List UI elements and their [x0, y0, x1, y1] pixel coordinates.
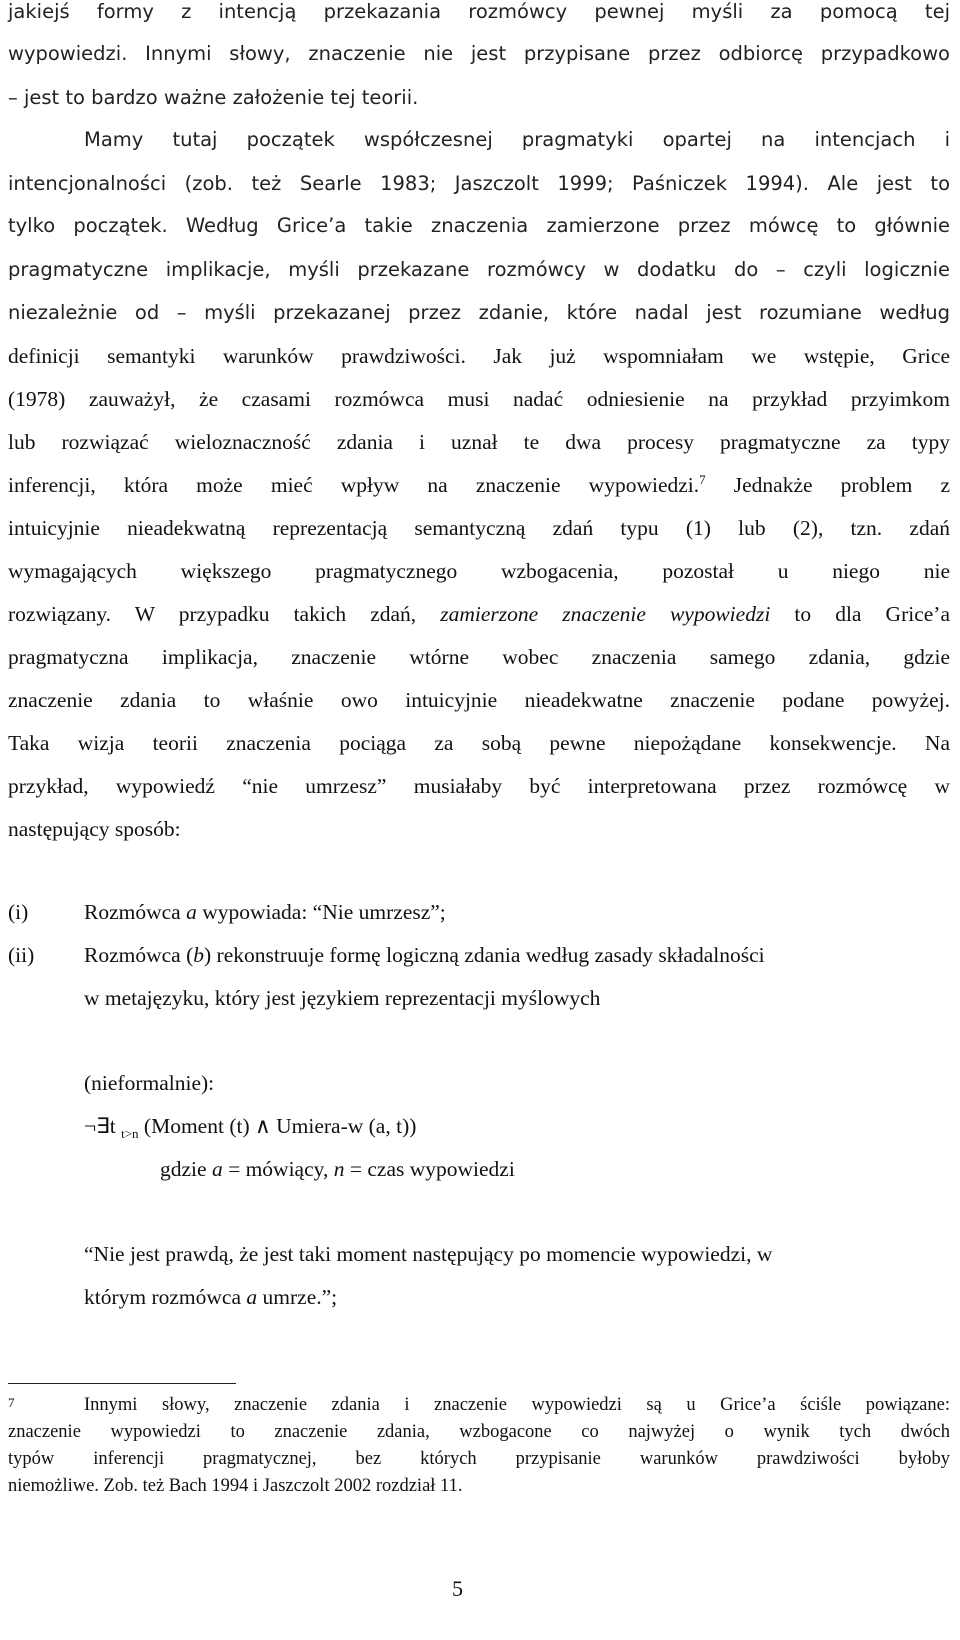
- body-line-12-tail: Jednakże problem z: [705, 473, 950, 497]
- list-item-i-text: Rozmówca: [84, 900, 187, 924]
- body-line-18: Taka wizja teorii znaczenia pociąga za sobą pewne niepożądane konsekwencje. Na: [8, 731, 950, 755]
- page-number: 5: [452, 1576, 463, 1601]
- body-line-17: znaczenie zdania to właśnie owo intuicyjnie nieadekwatne znaczenie podane powyżej.: [8, 688, 950, 712]
- list-item-i: [84, 902, 446, 924]
- legend-text: = czas wypowiedzi: [344, 1157, 515, 1181]
- gloss-tail: umrze.”;: [257, 1285, 338, 1309]
- list-item-ii: [84, 945, 765, 967]
- variable-b: b: [193, 943, 205, 967]
- gloss-text: którym rozmówca: [84, 1285, 247, 1309]
- body-line-5: intencjonalności (zob. też Searle 1983; Jaszczolt 1999; Paśniczek 1994). Ale jest to: [8, 172, 950, 195]
- logical-formula: [84, 1114, 417, 1141]
- negation-symbol: ¬: [84, 1114, 97, 1138]
- footnote-marker: 7: [8, 1395, 15, 1410]
- body-line-9: definicji semantyki warunków prawdziwości. Jak już wspomniałam we wstępie, Grice: [8, 344, 950, 368]
- body-line-19: przykład, wypowiedź “nie umrzesz” musiałaby być interpretowana przez rozmówcę w: [8, 774, 950, 798]
- legend-text: = mówiący,: [222, 1157, 334, 1181]
- formula-legend: [160, 1159, 515, 1181]
- body-line-8: niezależnie od – myśli przekazanej przez zdanie, które nadal jest rozumiane według: [8, 301, 950, 324]
- body-line-11: lub rozwiązać wieloznaczność zdania i uznał te dwa procesy pragmatyczne za typy: [8, 430, 950, 454]
- list-item-ii-text: Rozmówca (: [84, 943, 194, 967]
- body-line-10: (1978) zauważył, że czasami rozmówca musi nadać odniesienie na przykład przyimkom: [8, 387, 950, 411]
- list-item-i-number: (i): [8, 900, 29, 924]
- body-line-12: [8, 472, 950, 497]
- list-item-ii-continuation: w metajęzyku, który jest językiem reprezentacji myślowych: [84, 986, 601, 1010]
- list-item-ii-tail: ) rekonstruuje formę logiczną zdania według zasady składalności: [204, 943, 765, 967]
- legend-text: gdzie: [160, 1157, 212, 1181]
- formula-dies-at: Umiera-w (a, t)): [270, 1114, 417, 1138]
- body-line-3: – jest to bardzo ważne założenie tej teorii.: [8, 86, 419, 109]
- body-line-13: intuicyjnie nieadekwatną reprezentacją semantyczną zdań typu (1) lub (2), tzn. zdań: [8, 516, 950, 540]
- formula-subscript: t>n: [121, 1126, 139, 1141]
- body-line-1: jakiejś formy z intencją przekazania rozmówcy pewnej myśli za pomocą tej: [8, 0, 950, 23]
- body-line-15: [8, 604, 950, 626]
- footnote-line-4: niemożliwe. Zob. też Bach 1994 i Jaszczolt 2002 rozdział 11.: [8, 1476, 463, 1496]
- gloss-line-2: [84, 1287, 337, 1309]
- body-line-7: pragmatyczne implikacje, myśli przekazane rozmówcy w dodatku do – czyli logicznie: [8, 258, 950, 281]
- body-line-15-tail: to dla Grice’a: [770, 602, 950, 626]
- body-line-16: pragmatyczna implikacja, znaczenie wtórne wobec znaczenia samego zdania, gdzie: [8, 645, 950, 669]
- italic-term: zamierzone znaczenie wypowiedzi: [440, 602, 771, 626]
- body-line-14: wymagających większego pragmatycznego wzbogacenia, pozostał u niego nie: [8, 559, 950, 583]
- variable-a: a: [246, 1285, 258, 1309]
- list-item-i-tail: wypowiada: “Nie umrzesz”;: [196, 900, 446, 924]
- body-line-2: wypowiedzi. Innymi słowy, znaczenie nie jest przypisane przez odbiorcę przypadkowo: [8, 42, 950, 65]
- list-item-ii-number: (ii): [8, 943, 35, 967]
- body-line-6: tylko początek. Według Grice’a takie znaczenia zamierzone przez mówcę to głównie: [8, 214, 950, 237]
- exists-symbol: ∃: [96, 1114, 110, 1138]
- body-line-15-text: rozwiązany. W przypadku takich zdań,: [8, 602, 441, 626]
- body-line-4: Mamy tutaj początek współczesnej pragmatyki opartej na intencjach i: [84, 128, 950, 151]
- footnote-ref-7[interactable]: 7: [699, 472, 706, 487]
- footnote-line-2: znaczenie wypowiedzi to znaczenie zdania, wzbogacone co najwyżej o wynik tych dwóch: [8, 1422, 950, 1442]
- footnote-rule: [8, 1383, 236, 1384]
- footnote-line-1: Innymi słowy, znaczenie zdania i znaczenie wypowiedzi są u Grice’a ściśle powiązane:: [84, 1395, 950, 1415]
- informal-label: (nieformalnie):: [84, 1071, 215, 1095]
- body-line-20: następujący sposób:: [8, 817, 181, 841]
- footnote-line-3: typów inferencji pragmatycznej, bez których przypisanie warunków prawdziwości byłoby: [8, 1449, 950, 1469]
- gloss-line-1: “Nie jest prawdą, że jest taki moment następujący po momencie wypowiedzi, w: [84, 1242, 773, 1266]
- variable-a: a: [211, 1157, 223, 1181]
- formula-variable: t: [109, 1114, 116, 1138]
- variable-a: a: [186, 900, 197, 924]
- conjunction-symbol: ∧: [254, 1114, 271, 1138]
- body-line-12-text: inferencji, która może mieć wpływ na znaczenie wypowiedzi.: [8, 473, 700, 497]
- variable-n: n: [333, 1157, 345, 1181]
- formula-moment: (Moment (t): [138, 1114, 255, 1138]
